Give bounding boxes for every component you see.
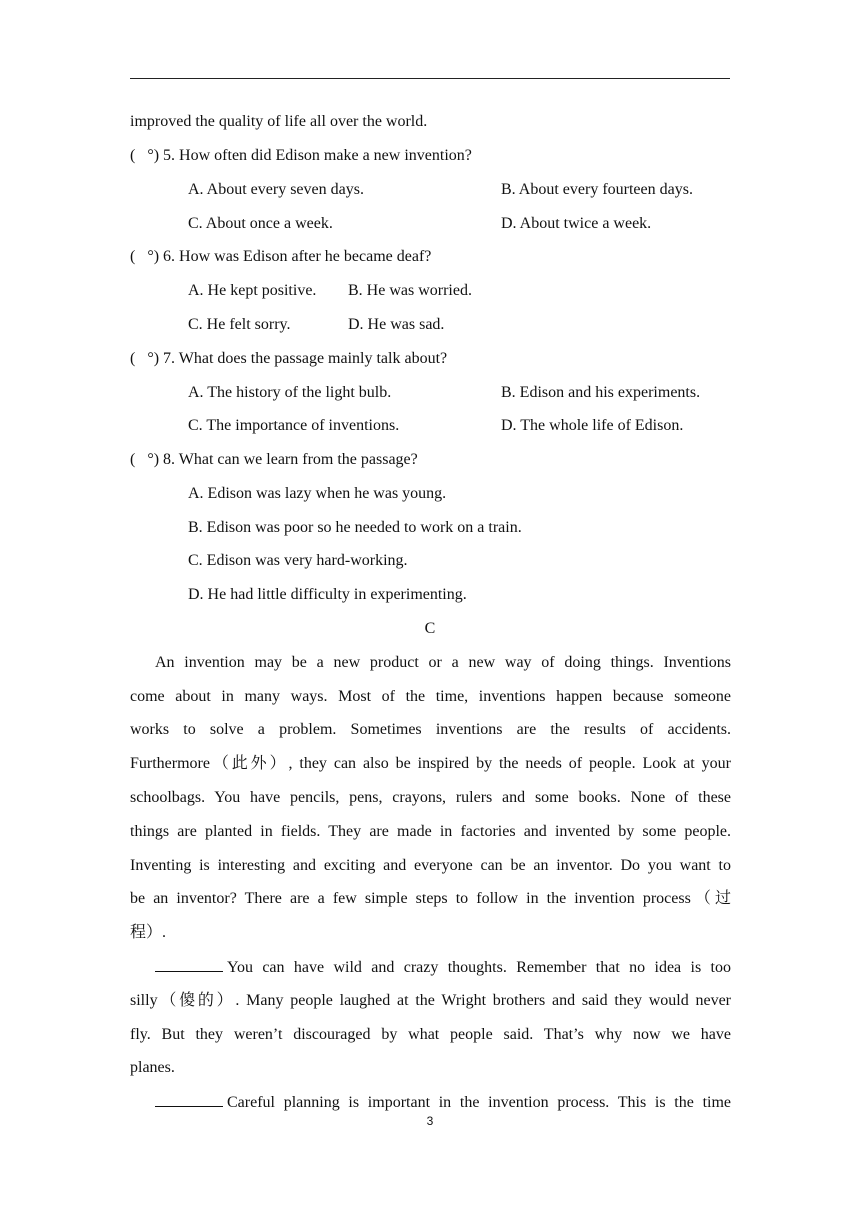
passage-p1-line: works to solve a problem. Sometimes inventions are the results of accidents. [130, 721, 731, 738]
question-6-stem: ( °) 6. How was Edison after he became deaf? [130, 248, 432, 265]
question-5-option-d: D. About twice a week. [501, 215, 652, 232]
question-6-option-a: A. He kept positive. [188, 282, 317, 299]
passage-p2-line: fly. But they weren’t discouraged by what people said. That’s why now we have [130, 1026, 731, 1043]
question-6-option-d: D. He was sad. [348, 316, 445, 333]
answer-blank[interactable] [155, 1092, 223, 1107]
question-5-stem: ( °) 5. How often did Edison make a new invention? [130, 147, 472, 164]
passage-p1-line: Inventing is interesting and exciting and everyone can be an inventor. Do you want to [130, 857, 731, 874]
page-number: 3 [426, 1114, 434, 1128]
passage-p3-line: Careful planning is important in the invention process. This is the time [227, 1094, 731, 1111]
question-8-option-a: A. Edison was lazy when he was young. [188, 485, 447, 502]
question-8-option-b: B. Edison was poor so he needed to work on a train. [188, 519, 522, 536]
passage-p2-line: planes. [130, 1059, 175, 1076]
passage-p2-line: You can have wild and crazy thoughts. Remember that no idea is too [227, 959, 731, 976]
question-6-option-c: C. He felt sorry. [188, 316, 291, 333]
question-6-option-b: B. He was worried. [348, 282, 472, 299]
section-label: C [424, 620, 436, 637]
question-5-option-b: B. About every fourteen days. [501, 181, 693, 198]
question-7-option-d: D. The whole life of Edison. [501, 417, 684, 434]
question-7-stem: ( °) 7. What does the passage mainly talk about? [130, 350, 448, 367]
intro-line: improved the quality of life all over the world. [130, 113, 428, 130]
question-5-option-a: A. About every seven days. [188, 181, 364, 198]
passage-p3-first-line [155, 1092, 731, 1113]
question-8-stem: ( °) 8. What can we learn from the passage? [130, 451, 418, 468]
question-8-option-d: D. He had little difficulty in experimenting. [188, 586, 467, 603]
question-7-option-c: C. The importance of inventions. [188, 417, 400, 434]
passage-p1-line: Furthermore（此外）, they can also be inspired by the needs of people. Look at your [130, 755, 731, 772]
passage-p1-line: things are planted in fields. They are made in factories and invented by some people. [130, 823, 731, 840]
passage-p1-line: schoolbags. You have pencils, pens, crayons, rulers and some books. None of these [130, 789, 731, 806]
passage-p1-line: An invention may be a new product or a new way of doing things. Inventions [155, 654, 731, 671]
passage-p2-first-line [155, 957, 731, 978]
passage-p1-line: be an inventor? There are a few simple steps to follow in the invention process（过 [130, 890, 731, 907]
passage-p2-line: silly（傻的）. Many people laughed at the Wright brothers and said they would never [130, 992, 731, 1009]
passage-p1-line: 程）. [130, 924, 167, 941]
question-7-option-a: A. The history of the light bulb. [188, 384, 392, 401]
question-5-option-c: C. About once a week. [188, 215, 333, 232]
answer-blank[interactable] [155, 957, 223, 972]
question-8-option-c: C. Edison was very hard-working. [188, 552, 408, 569]
header-rule [130, 78, 730, 79]
question-7-option-b: B. Edison and his experiments. [501, 384, 701, 401]
passage-p1-line: come about in many ways. Most of the time, inventions happen because someone [130, 688, 731, 705]
